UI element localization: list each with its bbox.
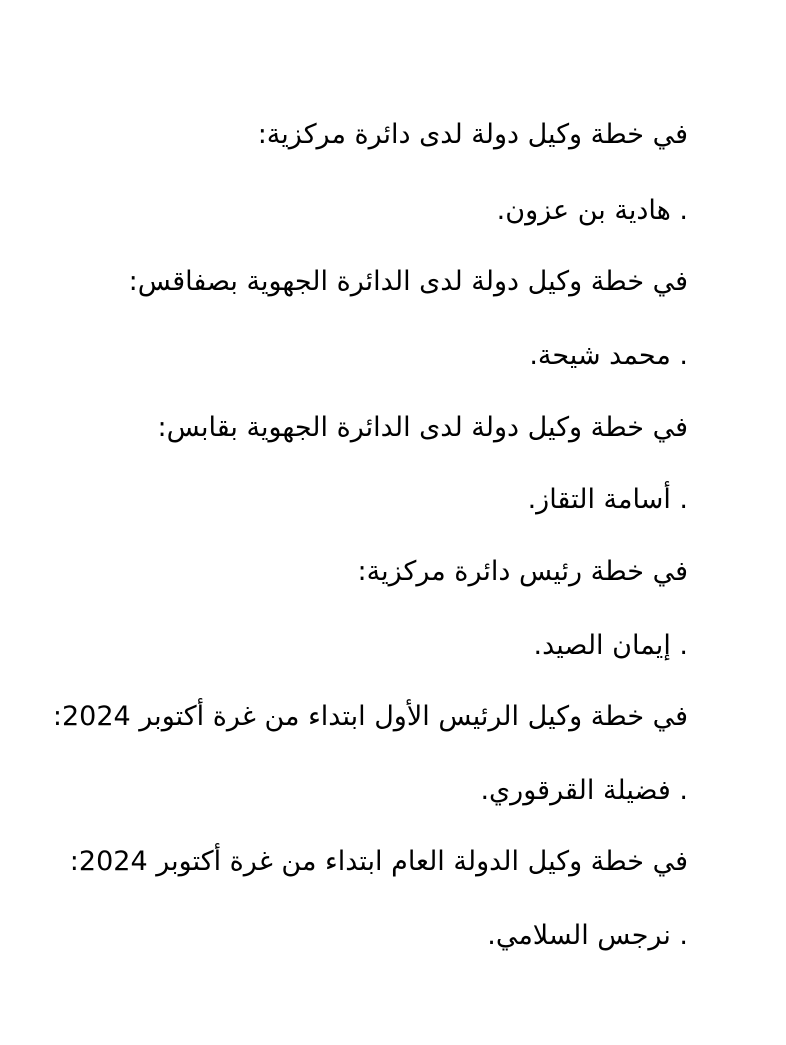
appointment-heading-attorney-general: في خطة وكيل الدولة العام ابتداء من غرة أكتوبر 2024: xyxy=(69,846,688,877)
appointee-name: . محمد شيحة. xyxy=(529,340,688,371)
appointment-heading-gabes-deputy: في خطة وكيل دولة لدى الدائرة الجهوية بقابس: xyxy=(157,412,688,443)
appointee-name: . فضيلة القرقوري. xyxy=(480,775,688,806)
appointment-heading-sfax-deputy: في خطة وكيل دولة لدى الدائرة الجهوية بصفاقس: xyxy=(128,266,688,297)
appointment-heading-first-president-deputy: في خطة وكيل الرئيس الأول ابتداء من غرة أكتوبر 2024: xyxy=(52,701,688,732)
appointee-name: . نرجس السلامي. xyxy=(487,920,688,951)
appointment-heading-central-chief: في خطة رئيس دائرة مركزية: xyxy=(357,556,688,587)
appointment-heading-central-deputy: في خطة وكيل دولة لدى دائرة مركزية: xyxy=(257,119,688,150)
appointee-name: . أسامة التقاز. xyxy=(527,484,688,515)
appointee-name: . إيمان الصيد. xyxy=(533,630,688,661)
appointee-name: . هادية بن عزون. xyxy=(496,195,688,226)
